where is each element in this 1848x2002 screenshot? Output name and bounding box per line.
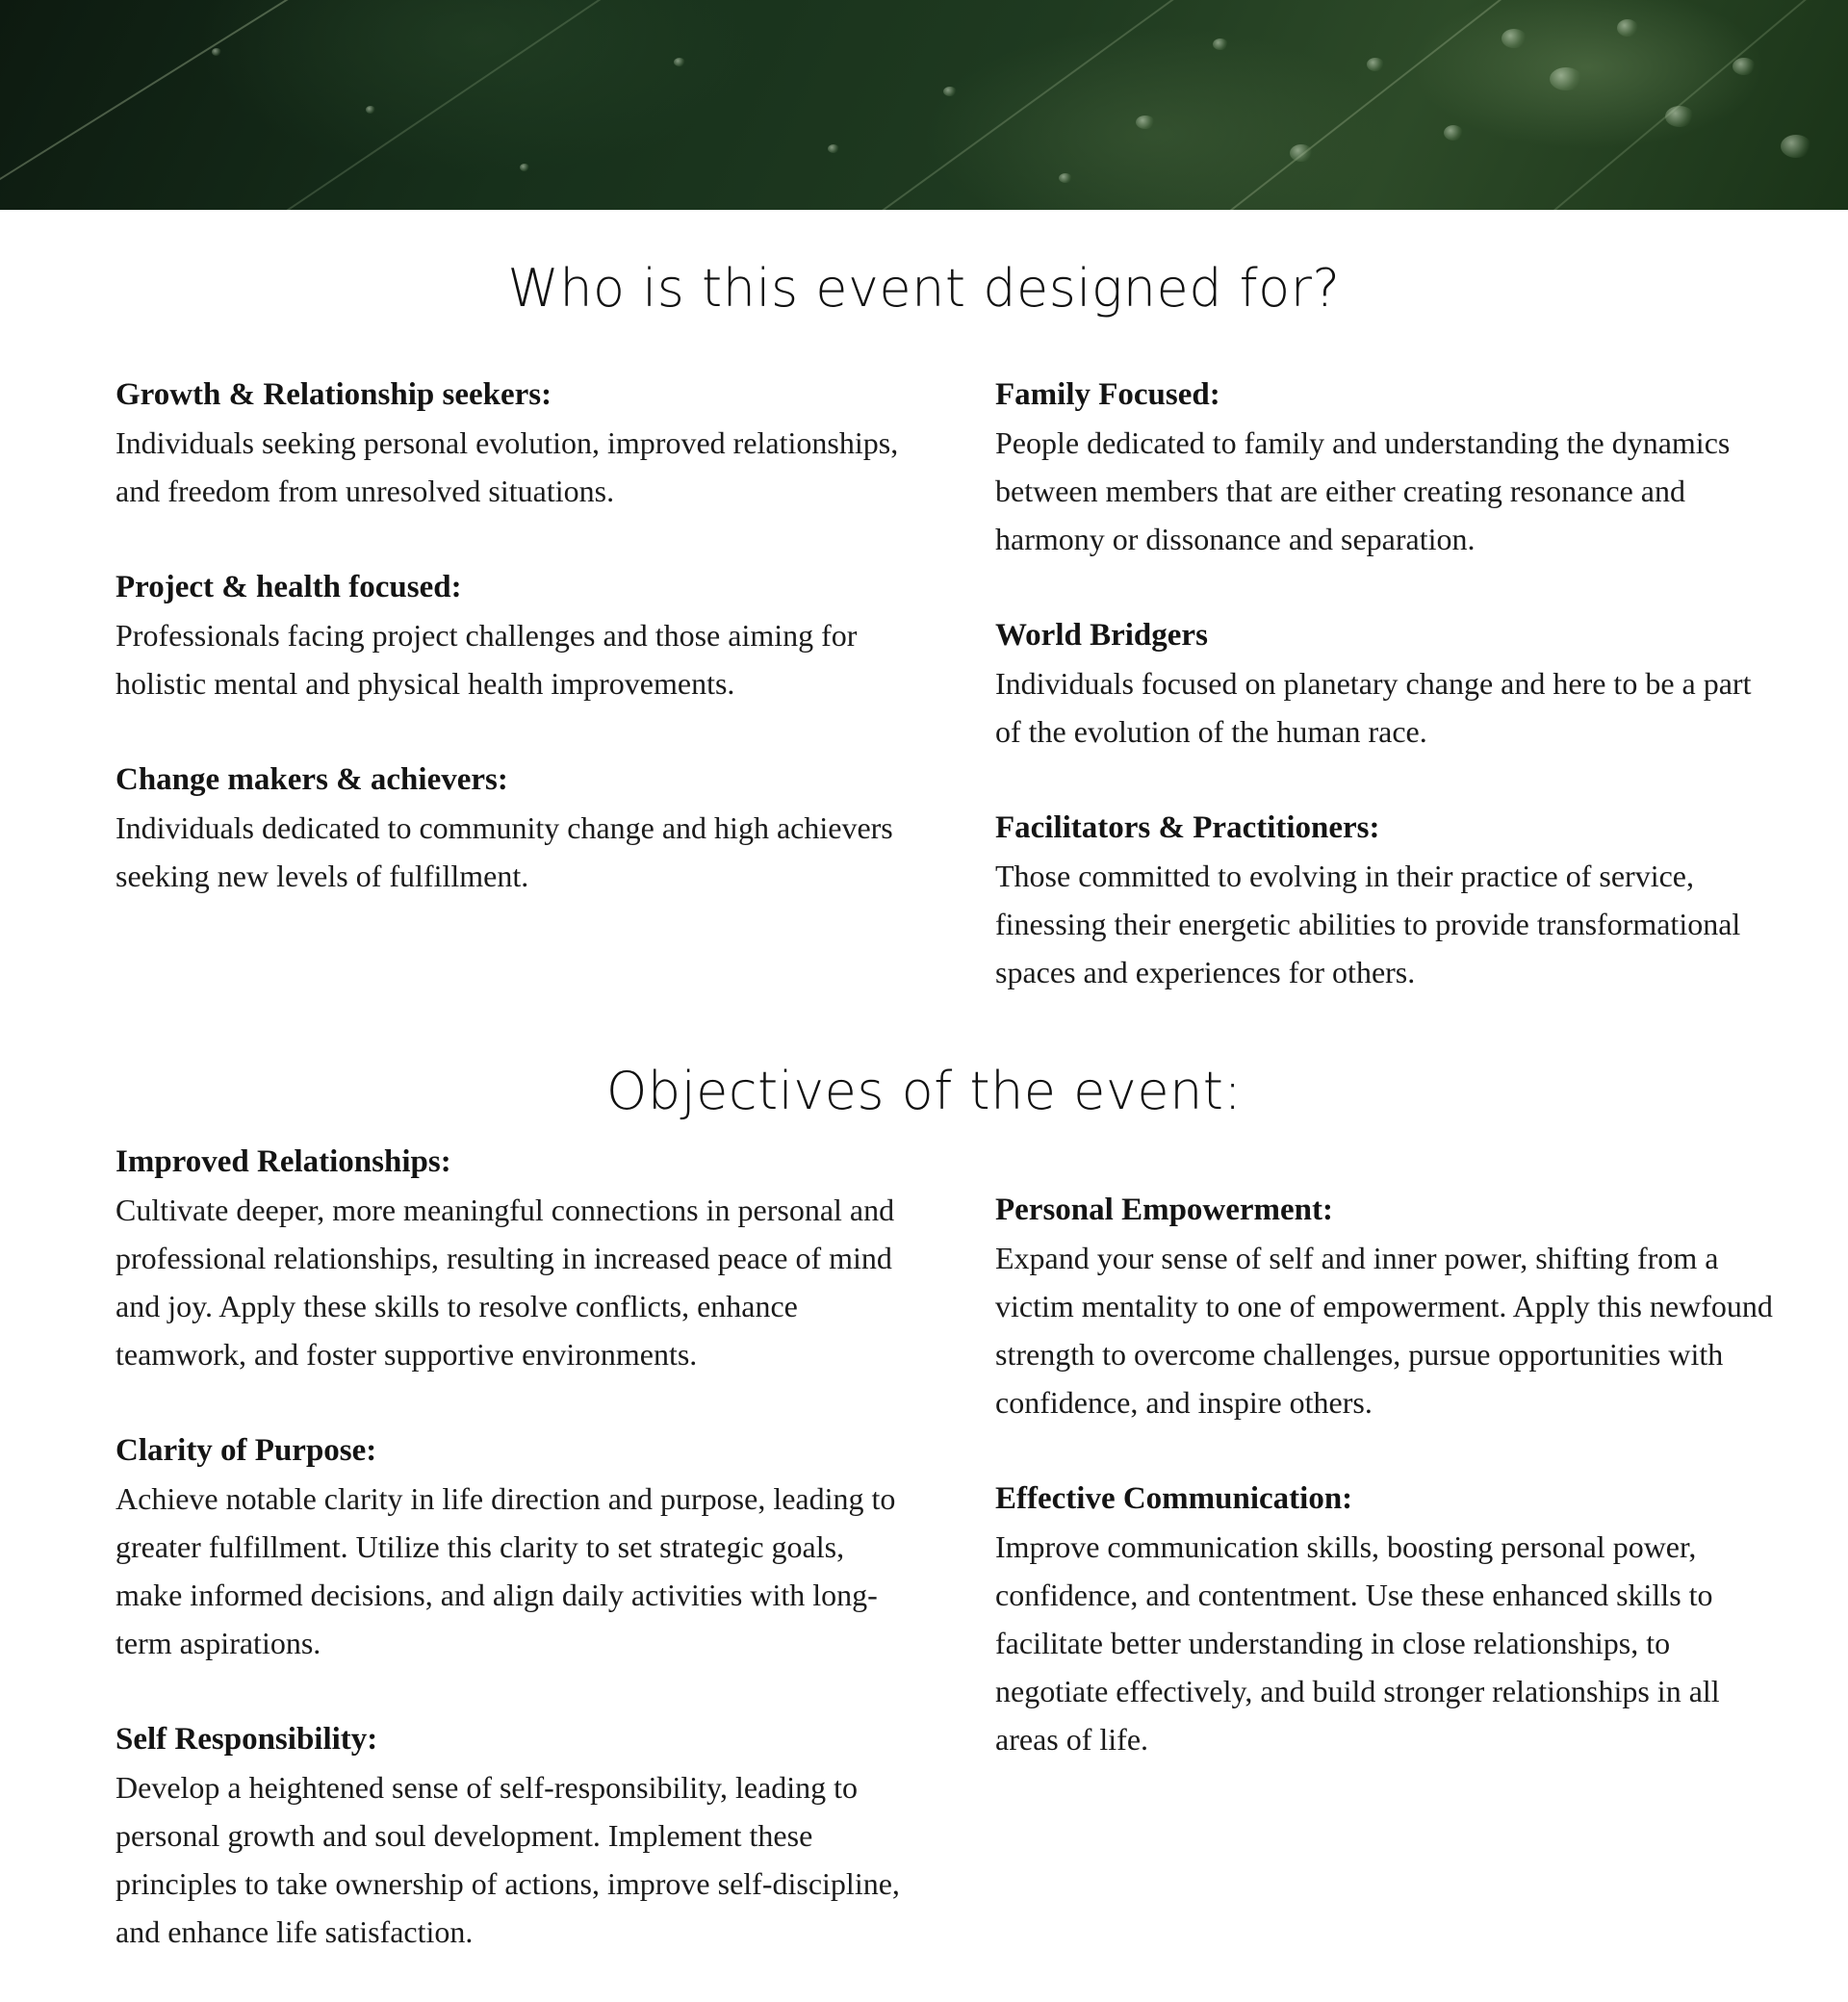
- objective-heading: Clarity of Purpose:: [116, 1433, 377, 1468]
- audience-description: Individuals dedicated to community change and high achievers seeking new levels of fulfillment.: [116, 810, 893, 893]
- audience-heading: World Bridgers: [995, 618, 1208, 653]
- audience-item: [116, 563, 905, 707]
- objective-heading: Personal Empowerment:: [995, 1193, 1334, 1227]
- audience-item: [995, 371, 1784, 563]
- water-droplet: [1502, 29, 1527, 48]
- hero-leaf-image: [0, 0, 1848, 210]
- objective-item: [995, 1186, 1784, 1426]
- objective-description: Improve communication skills, boosting personal power, confidence, and contentment. Use these enhanced skills to facilitate better understanding in close relationships, to negotiate effectively, and build stronger relationships in all areas of life.: [995, 1529, 1720, 1757]
- who-section-title: Who is this event designed for?: [507, 258, 1341, 319]
- objective-item: [116, 1715, 905, 1956]
- objective-item: [995, 1475, 1784, 1763]
- audience-item: [116, 756, 905, 900]
- audience-heading: Family Focused:: [995, 377, 1220, 412]
- objective-heading: Effective Communication:: [995, 1481, 1353, 1516]
- who-right-column: [995, 371, 1784, 1044]
- audience-description: Individuals seeking personal evolution, improved relationships, and freedom from unresolved situations.: [116, 425, 899, 508]
- water-droplet: [1213, 38, 1228, 50]
- objective-item: [116, 1138, 905, 1378]
- objectives-left-column: [116, 1138, 905, 2002]
- water-droplet: [1367, 58, 1384, 71]
- water-droplet: [1550, 67, 1582, 90]
- water-droplet: [1290, 144, 1313, 162]
- objectives-right-column: [995, 1186, 1784, 1811]
- water-droplet: [1059, 173, 1072, 183]
- objectives-section-title: Objectives of the event:: [605, 1061, 1243, 1121]
- water-droplet: [943, 87, 957, 96]
- audience-heading: Growth & Relationship seekers:: [116, 377, 552, 412]
- audience-description: Individuals focused on planetary change and here to be a part of the evolution of the human race.: [995, 666, 1752, 749]
- audience-description: Those committed to evolving in their practice of service, finessing their energetic abilities to provide transformational spaces and experiences for others.: [995, 859, 1741, 989]
- water-droplet: [1617, 19, 1638, 37]
- audience-description: Professionals facing project challenges and those aiming for holistic mental and physical health improvements.: [116, 618, 858, 701]
- audience-heading: Project & health focused:: [116, 570, 462, 604]
- leaf-vein-line: [269, 0, 716, 210]
- leaf-vein-line: [865, 0, 1241, 210]
- leaf-vein-line: [1539, 0, 1848, 210]
- audience-heading: Change makers & achievers:: [116, 762, 508, 797]
- audience-description: People dedicated to family and understanding the dynamics between members that are either creating resonance and harmony or dissonance and separation.: [995, 425, 1731, 556]
- water-droplet: [520, 164, 529, 171]
- water-droplet: [212, 48, 221, 56]
- water-droplet: [366, 106, 375, 114]
- water-droplet: [1444, 125, 1463, 141]
- audience-heading: Facilitators & Practitioners:: [995, 810, 1380, 845]
- objective-description: Cultivate deeper, more meaningful connections in personal and professional relationships, resulting in increased peace of mind and joy. Apply these skills to resolve conflicts, enhance teamwork, and foster supportive environments.: [116, 1193, 895, 1372]
- objective-description: Achieve notable clarity in life direction and purpose, leading to greater fulfillment. Utilize this clarity to set strategic goals, make informed decisions, and align daily activities with long-term aspirations.: [116, 1481, 896, 1660]
- water-droplet: [674, 58, 685, 66]
- water-droplet: [1781, 135, 1811, 158]
- audience-item: [995, 611, 1784, 756]
- leaf-vein-line: [1202, 0, 1598, 210]
- objective-heading: Improved Relationships:: [116, 1144, 451, 1179]
- objective-description: Develop a heightened sense of self-responsibility, leading to personal growth and soul development. Implement these principles to take ownership of actions, improve self-discipline, and enhance life satisfaction.: [116, 1770, 900, 1949]
- objective-item: [116, 1426, 905, 1667]
- who-left-column: [116, 371, 905, 948]
- water-droplet: [1136, 116, 1155, 129]
- objective-description: Expand your sense of self and inner power, shifting from a victim mentality to one of empowerment. Apply this newfound strength to overcome challenges, pursue opportunities with confidence, and inspire others.: [995, 1241, 1773, 1420]
- objective-heading: Self Responsibility:: [116, 1722, 378, 1757]
- water-droplet: [828, 144, 839, 153]
- water-droplet: [1732, 58, 1756, 75]
- water-droplet: [1665, 106, 1694, 127]
- audience-item: [995, 804, 1784, 996]
- leaf-vein-line: [0, 0, 387, 204]
- audience-item: [116, 371, 905, 515]
